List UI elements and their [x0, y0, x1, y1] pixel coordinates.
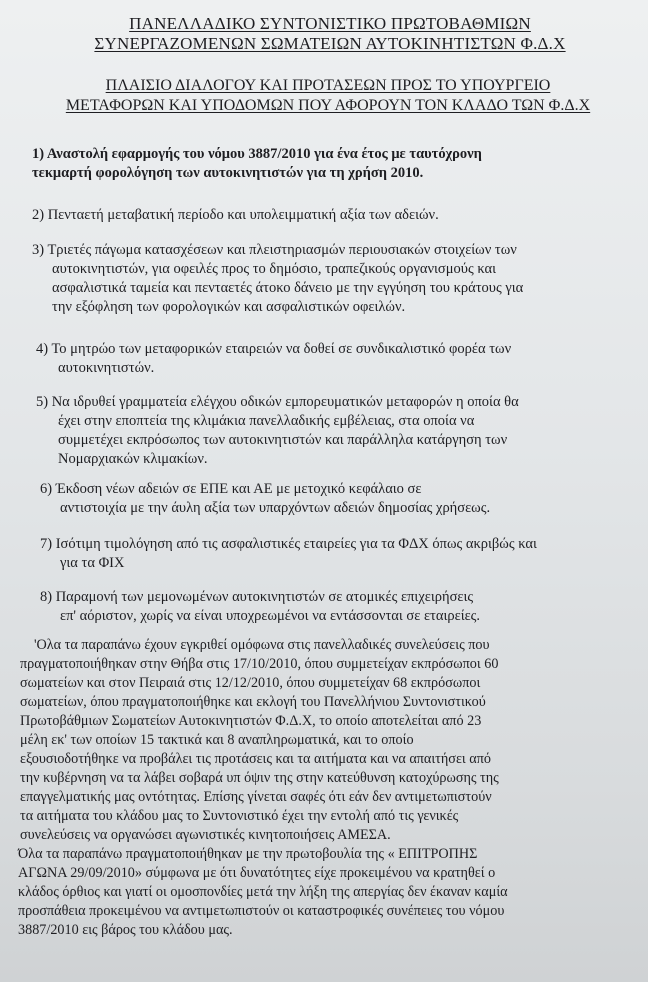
proposal-item-8 [40, 588, 630, 626]
paragraph-1-line: 'Ολα τα παραπάνω έχουν εγκριθεί ομόφωνα στις πανελλαδικές συνελεύσεις που [34, 637, 490, 653]
paragraph-2-line: Όλα τα παραπάνω πραγματοποιήθηκαν με την πρωτοβουλία της « ΕΠΙΤΡΟΠΗΣ [18, 846, 478, 862]
proposal-item-2 [32, 206, 622, 225]
item-6-line-2: αντιστοιχία με την άυλη αξία των υπαρχόντων αδειών δημοσίας χρήσεως. [60, 500, 491, 516]
item-7-line-1: 7) Ισότιμη τιμολόγηση από τις ασφαλιστικές εταιρείες για τα ΦΔΧ όπως ακριβώς και [40, 536, 537, 552]
paragraph-1-line: πραγματοποιήθηκαν στην Θήβα στις 17/10/2010, όπου συμμετείχαν εκπρόσωποι 60 [20, 656, 499, 672]
item-3-line-4: την εξόφληση των φορολογικών και ασφαλιστικών οφειλών. [52, 299, 406, 315]
item-1-line-2: τεκμαρτή φορολόγηση των αυτοκινητιστών για τη χρήση 2010. [32, 165, 424, 181]
summary-paragraph [20, 636, 620, 845]
header-line-1: ΠΑΝΕΛΛΑΔΙΚΟ ΣΥΝΤΟΝΙΣΤΙΚΟ ΠΡΩΤΟΒΑΘΜΙΩΝ [129, 14, 531, 33]
paragraph-1-line: σωματείων, όπου πραγματοποιήθηκε και εκλογή του Πανελλήνιου Συντονιστικού [20, 694, 486, 710]
paragraph-1-line: την κυβέρνηση να τα λάβει σοβαρά υπ όψιν της στην κατεύθυνση κατοχύρωσης της [20, 770, 499, 786]
item-3-line-3: ασφαλιστικά ταμεία και πενταετές άτοκο δάνειο με την εγγύηση του κράτους για [52, 280, 524, 296]
paragraph-1-line: συνελεύσεις να οργανώσει αγωνιστικές κινητοποιήσεις ΑΜΕΣΑ. [20, 827, 391, 843]
item-5-line-2: έχει στην εποπτεία της κλιμάκια πανελλαδικής εμβέλειας, στα οποία να [58, 413, 475, 429]
item-1-line-1: 1) Αναστολή εφαρμογής του νόμου 3887/2010 για ένα έτος με ταυτόχρονη [32, 146, 482, 162]
subheader-line-1: ΠΛΑΙΣΙΟ ΔΙΑΛΟΓΟΥ ΚΑΙ ΠΡΟΤΑΣΕΩΝ ΠΡΟΣ ΤΟ ΥΠΟΥΡΓΕΙΟ [105, 77, 551, 94]
item-5-line-4: Νομαρχιακών κλιμακίων. [58, 451, 208, 467]
paragraph-2-line: προσπάθεια προκειμένου να αντιμετωπιστούν οι καταστροφικές συνέπειες του νόμου [18, 903, 505, 919]
proposal-item-6 [40, 480, 630, 518]
item-2-line-1: 2) Πενταετή μεταβατική περίοδο και υπολειμματική αξία των αδειών. [32, 207, 439, 223]
proposal-item-3 [32, 241, 632, 317]
subheader-line-2: ΜΕΤΑΦΟΡΩΝ ΚΑΙ ΥΠΟΔΟΜΩΝ ΠΟΥ ΑΦΟΡΟΥΝ ΤΟΝ ΚΛΑΔΟ ΤΩΝ Φ.Δ.Χ [65, 97, 591, 114]
header-line-2: ΣΥΝΕΡΓΑΖΟΜΕΝΩΝ ΣΩΜΑΤΕΙΩΝ ΑΥΤΟΚΙΝΗΤΙΣΤΩΝ Φ.Δ.Χ [94, 34, 566, 53]
proposal-item-1 [32, 145, 622, 183]
proposal-item-7 [40, 535, 630, 573]
paragraph-1-line: Πρωτοβάθμιων Σωματείων Αυτοκινητιστών Φ.Δ.Χ, το οποίο αποτελείται από 23 [20, 713, 482, 729]
paragraph-1-line: επαγγελματικής μας οντότητας. Επίσης γίνεται σαφές ότι εάν δεν αντιμετωπιστούν [20, 789, 492, 805]
item-7-line-2: για τα ΦΙΧ [60, 555, 125, 571]
closing-paragraph [18, 845, 628, 940]
proposal-item-4 [36, 340, 626, 378]
paragraph-2-line: 3887/2010 εις βάρος του κλάδου μας. [18, 922, 233, 938]
document-header [40, 14, 620, 54]
paragraph-1-line: σωματείων και στον Πειραιά στις 12/12/2010, όπου συμμετείχαν 68 εκπρόσωποι [20, 675, 481, 691]
paragraph-2-line: ΑΓΩΝΑ 29/09/2010» σύμφωνα με ότι δυνατότητες είχε προκειμένου να κρατηθεί ο [18, 865, 496, 881]
item-8-line-2: επ' αόριστον, χωρίς να είναι υποχρεωμένοι να εντάσσονται σε εταιρείες. [60, 608, 481, 624]
item-5-line-3: συμμετέχει εκπρόσωπος των αυτοκινητιστών και παράλληλα κατάργηση των [58, 432, 508, 448]
item-3-line-1: 3) Τριετές πάγωμα κατασχέσεων και πλειστηριασμών περιουσιακών στοιχείων των [32, 242, 517, 258]
item-4-line-2: αυτοκινητιστών. [58, 360, 155, 376]
paragraph-1-line: τα αιτήματα του κλάδου μας το Συντονιστικό έχει την εντολή από τις γενικές [20, 808, 459, 824]
item-5-line-1: 5) Να ιδρυθεί γραμματεία ελέγχου οδικών εμπορευματικών μεταφορών η οποία θα [36, 394, 519, 410]
paragraph-2-line: κλάδος όρθιος και γιατί οι ομοσπονδίες μετά την λήξη της απεργίας δεν έκαναν καμία [18, 884, 508, 900]
document-subheader [48, 76, 608, 116]
item-3-line-2: αυτοκινητιστών, για οφειλές προς το δημόσιο, τραπεζικούς οργανισμούς και [52, 261, 496, 277]
paragraph-1-line: εξουσιοδοτήθηκε να προβάλει τις προτάσεις και τα αιτήματα και να απαιτήσει από [20, 751, 491, 767]
paragraph-1-line: μέλη εκ' των οποίων 15 τακτικά και 8 αναπληρωματικά, και το οποίο [20, 732, 414, 748]
item-4-line-1: 4) Το μητρώο των μεταφορικών εταιρειών να δοθεί σε συνδικαλιστικό φορέα των [36, 341, 512, 357]
proposal-item-5 [36, 393, 636, 469]
item-8-line-1: 8) Παραμονή των μεμονωμένων αυτοκινητιστών σε ατομικές επιχειρήσεις [40, 589, 474, 605]
item-6-line-1: 6) Έκδοση νέων αδειών σε ΕΠΕ και ΑΕ με μετοχικό κεφάλαιο σε [40, 481, 422, 497]
